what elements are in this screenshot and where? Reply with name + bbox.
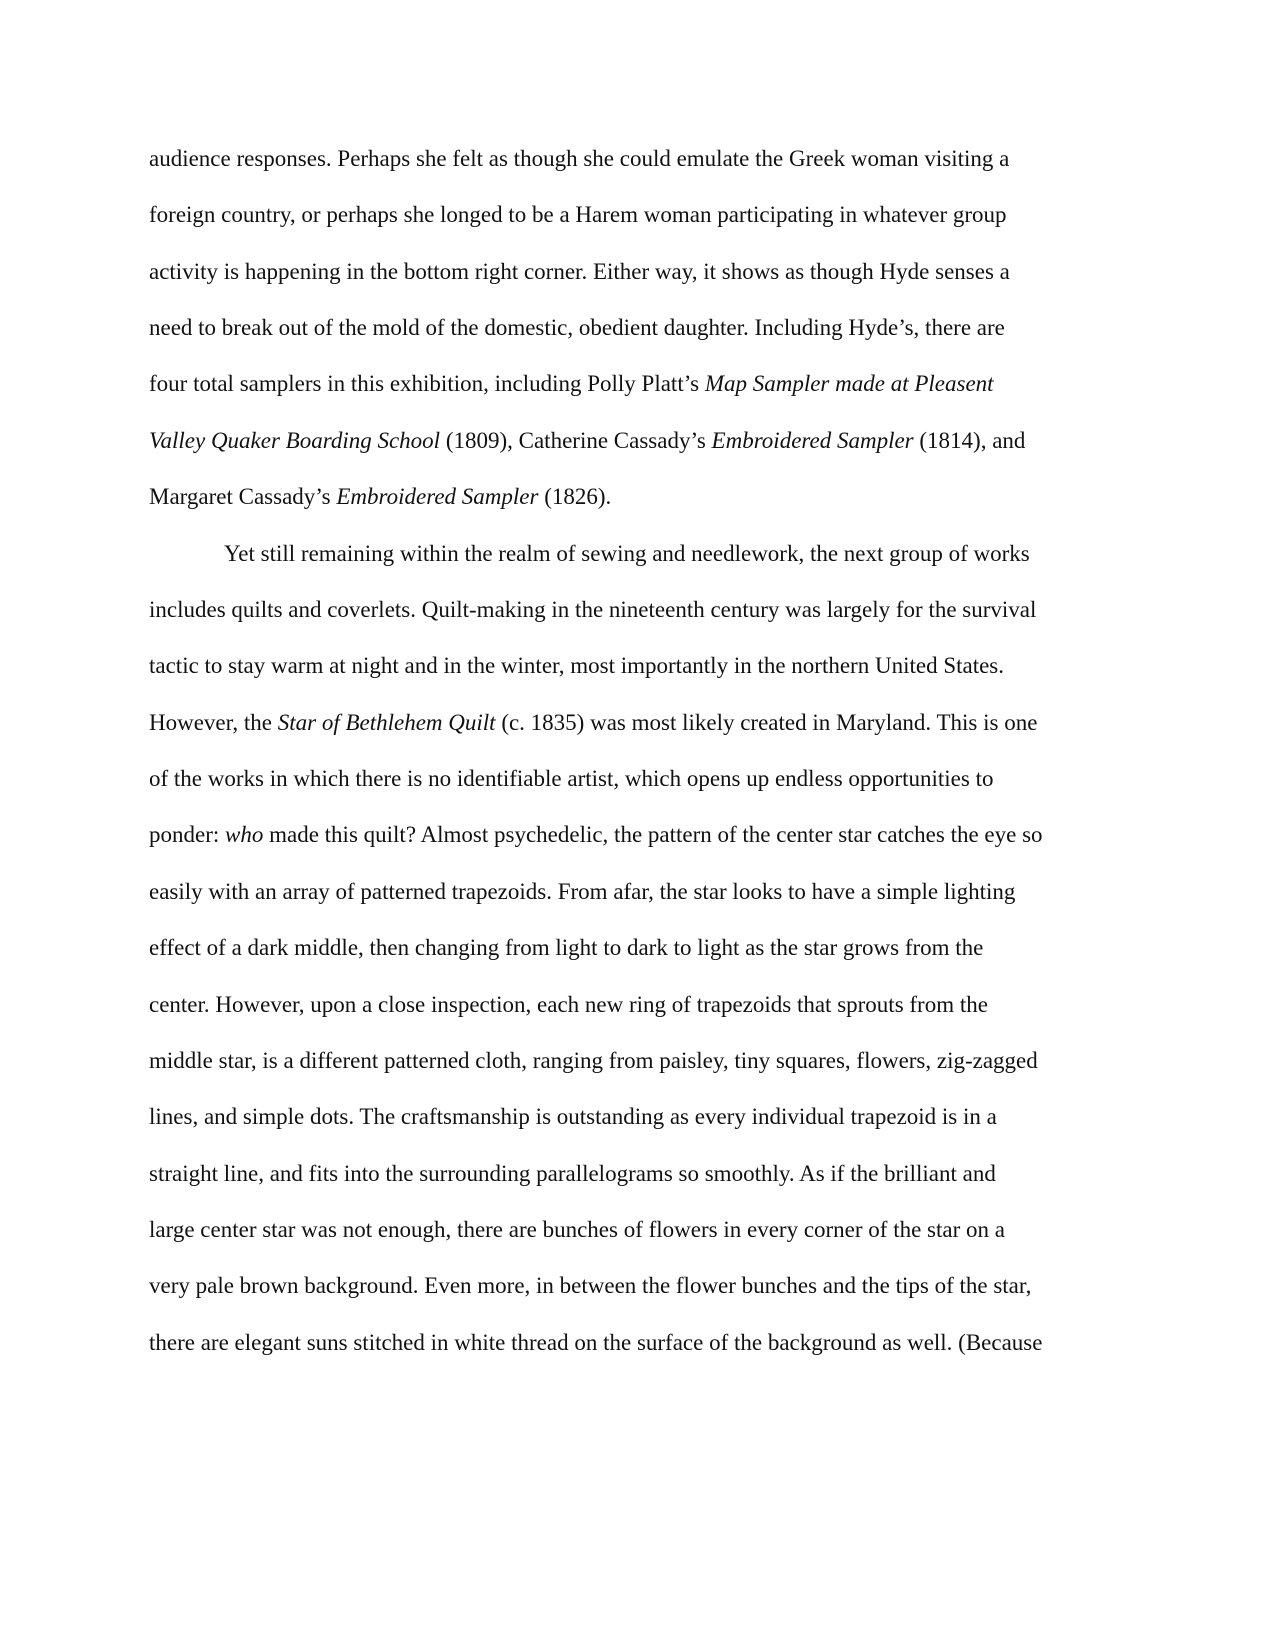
- emphasized-word: who: [225, 822, 264, 847]
- text-line: Valley Quaker Boarding School (1809), Catherine Cassady’s Embroidered Sampler (1814), and: [149, 428, 1026, 453]
- text-line: middle star, is a different patterned cloth, ranging from paisley, tiny squares, flowers, zig-zagged: [149, 1048, 1038, 1073]
- text-line: large center star was not enough, there are bunches of flowers in every corner of the star on a: [149, 1217, 1005, 1242]
- artwork-title: Map Sampler made at Pleasent: [704, 371, 994, 396]
- text-line: ponder: who made this quilt? Almost psychedelic, the pattern of the center star catches the eye so: [149, 822, 1043, 847]
- text-line: easily with an array of patterned trapezoids. From afar, the star looks to have a simple lighting: [149, 879, 1016, 904]
- text-line: audience responses. Perhaps she felt as though she could emulate the Greek woman visiting a: [149, 146, 1010, 171]
- text-line: there are elegant suns stitched in white thread on the surface of the background as well. (Because: [149, 1330, 1043, 1355]
- text-line: includes quilts and coverlets. Quilt-making in the nineteenth century was largely for the survival: [149, 597, 1037, 622]
- text-line: foreign country, or perhaps she longed to be a Harem woman participating in whatever group: [149, 202, 1007, 227]
- text-line: center. However, upon a close inspection, each new ring of trapezoids that sprouts from the: [149, 992, 988, 1017]
- text-line: of the works in which there is no identifiable artist, which opens up endless opportunities to: [149, 766, 994, 791]
- artwork-title: Embroidered Sampler: [711, 428, 914, 453]
- text-line: activity is happening in the bottom right corner. Either way, it shows as though Hyde senses a: [149, 259, 1010, 284]
- artwork-title: Star of Bethlehem Quilt: [277, 710, 496, 735]
- text-line: need to break out of the mold of the domestic, obedient daughter. Including Hyde’s, there are: [149, 315, 1005, 340]
- text-line: However, the Star of Bethlehem Quilt (c. 1835) was most likely created in Maryland. This is one: [149, 710, 1038, 735]
- text-line: four total samplers in this exhibition, including Polly Platt’s Map Sampler made at Pleasent: [149, 371, 994, 396]
- text-line: Yet still remaining within the realm of sewing and needlework, the next group of works: [224, 541, 1030, 566]
- artwork-title: Embroidered Sampler: [336, 484, 539, 509]
- text-line: very pale brown background. Even more, in between the flower bunches and the tips of the star,: [149, 1273, 1032, 1298]
- text-line: straight line, and fits into the surrounding parallelograms so smoothly. As if the brilliant and: [149, 1161, 996, 1186]
- artwork-title: Valley Quaker Boarding School: [149, 428, 441, 453]
- text-line: tactic to stay warm at night and in the winter, most importantly in the northern United States.: [149, 653, 1005, 678]
- text-line: lines, and simple dots. The craftsmanship is outstanding as every individual trapezoid is in a: [149, 1104, 997, 1129]
- text-line: effect of a dark middle, then changing from light to dark to light as the star grows from the: [149, 935, 984, 960]
- text-line: Margaret Cassady’s Embroidered Sampler (1826).: [149, 484, 612, 509]
